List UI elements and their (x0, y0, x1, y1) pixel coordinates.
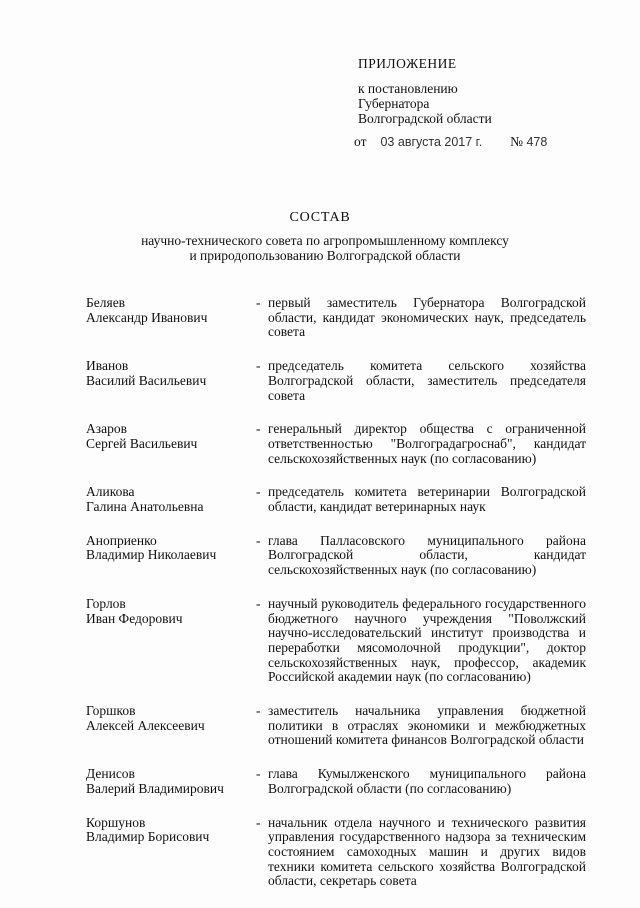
member-surname: Горлов (86, 595, 126, 611)
member-row (86, 767, 586, 796)
member-name (86, 422, 256, 466)
member-given-names: Василий Васильевич (86, 372, 207, 388)
member-role: научный руководитель федерального государственного бюджетного научного учреждения "Поволжский научно-исследовательский институт производства и переработки мясомолочной продукции", доктор сельскохозяйственных наук, профессор, академик Российской академии наук (по согласованию) (268, 595, 586, 685)
member-dash: - (256, 421, 261, 437)
member-surname: Аликова (86, 484, 135, 500)
member-role: заместитель начальника управления бюджетной политики в отраслях экономики и межбюджетных отношений комитета финансов Волгоградской области (268, 703, 586, 748)
member-surname: Денисов (86, 766, 135, 782)
member-surname: Беляев (86, 295, 126, 310)
member-surname: Аноприенко (86, 532, 157, 548)
member-given-names: Александр Иванович (86, 309, 208, 325)
member-name (86, 597, 256, 685)
member-given-names: Владимир Николаевич (86, 547, 217, 563)
decree-date-row (354, 134, 547, 150)
member-dash: - (256, 703, 261, 719)
member-dash: - (256, 358, 261, 374)
member-name (86, 359, 256, 403)
member-dash: - (256, 532, 261, 548)
member-given-names: Иван Федорович (86, 610, 183, 626)
member-role: глава Палласовского муниципального района Волгоградской области, кандидат сельскохозяйственных наук (по согласованию) (268, 532, 586, 578)
member-row (86, 422, 586, 466)
member-name (86, 767, 256, 796)
page-title: СОСТАВ (289, 210, 351, 225)
subtitle-line-2: и природопользованию Волгоградской области (189, 248, 461, 263)
member-role: первый заместитель Губернатора Волгоградской области, кандидат экономических наук, председатель совета (268, 295, 586, 340)
member-role: председатель комитета сельского хозяйства Волгоградской области, заместитель председателя совета (268, 358, 586, 403)
appendix-block (358, 56, 492, 126)
member-name (86, 816, 256, 890)
member-role: глава Кумылженского муниципального района Волгоградской области (по согласованию) (268, 766, 586, 796)
member-given-names: Владимир Борисович (86, 829, 210, 845)
member-dash: - (256, 595, 261, 611)
member-dash: - (256, 766, 261, 782)
member-name (86, 485, 256, 514)
decree-number-label: № (510, 134, 524, 149)
member-surname: Горшков (86, 703, 136, 719)
member-dash: - (256, 295, 261, 310)
member-row (86, 359, 586, 403)
member-role: начальник отдела научного и технического развития управления государственного надзора за техническим состоянием самоходных машин и других видов техники комитета сельского хозяйства Волгоградской области, секретарь совета (268, 814, 586, 889)
member-row (86, 485, 586, 514)
member-given-names: Валерий Владимирович (86, 780, 224, 796)
member-surname: Иванов (86, 358, 129, 374)
member-dash: - (256, 814, 261, 830)
appendix-line-2: Губернатора (358, 96, 430, 111)
member-given-names: Сергей Васильевич (86, 435, 198, 451)
member-row (86, 597, 586, 685)
member-given-names: Галина Анатольевна (86, 499, 204, 515)
decree-date: 03 августа 2017 г. (380, 135, 483, 149)
member-surname: Азаров (86, 421, 127, 437)
council-members-list (86, 296, 586, 908)
page-subtitle (0, 233, 640, 263)
decree-number: 478 (526, 135, 548, 149)
appendix-line-1: к постановлению (358, 81, 458, 96)
member-row (86, 816, 586, 890)
member-row (86, 534, 586, 578)
member-dash: - (256, 484, 261, 500)
member-role: генеральный директор общества с ограниченной ответственностью "Волгоградагроснаб", кандидат сельскохозяйственных наук (по согласованию) (268, 421, 586, 466)
member-row (86, 296, 586, 340)
member-row (86, 704, 586, 748)
member-role: председатель комитета ветеринарии Волгоградской области, кандидат ветеринарных наук (268, 484, 586, 515)
member-given-names: Алексей Алексеевич (86, 717, 205, 733)
appendix-line-3: Волгоградской области (358, 111, 492, 126)
member-name (86, 534, 256, 578)
member-name (86, 704, 256, 748)
member-name (86, 296, 256, 340)
subtitle-line-1: научно-технического совета по агропромышленному комплексу (141, 233, 509, 248)
appendix-title: ПРИЛОЖЕНИЕ (358, 56, 457, 71)
date-from-label: от (354, 134, 367, 149)
member-surname: Коршунов (86, 814, 146, 830)
